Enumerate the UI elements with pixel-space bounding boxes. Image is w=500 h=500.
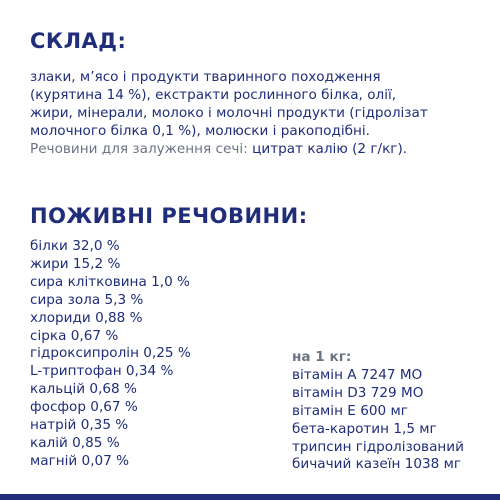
nutrient-item: магній 0,07 % xyxy=(30,452,130,469)
bottom-bar xyxy=(0,494,500,500)
vitamin-item: вітамін Е 600 мг xyxy=(292,402,408,419)
nutrient-item: L-триптофан 0,34 % xyxy=(30,363,174,380)
nutrient-item: хлориди 0,88 % xyxy=(30,309,143,326)
nutrient-item: білки 32,0 % xyxy=(30,238,120,254)
vitamin-item: вітамін D3 729 МО xyxy=(292,384,424,401)
composition-line-1: злаки, м’ясо і продукти тваринного походження xyxy=(30,69,381,85)
nutrient-item: фосфор 0,67 % xyxy=(30,399,138,416)
vitamin-item: трипсин гідролізований xyxy=(292,438,464,455)
per-kg-label: на 1 кг: xyxy=(292,349,352,365)
nutrient-item: сира зола 5,3 % xyxy=(30,291,144,308)
composition-line-3: жири, мінерали, молоко і молочні продукти (гідролізат xyxy=(30,105,428,121)
composition-line-2: (курятина 14 %), екстракти рослинного білка, олії, xyxy=(30,87,397,103)
vitamin-item: бичачий казеїн 1038 мг xyxy=(292,456,462,473)
vitamin-item: вітамін А 7247 МО xyxy=(292,366,423,383)
nutrients-heading: ПОЖИВНІ РЕЧОВИНИ: xyxy=(30,204,308,228)
additive-value: цитрат калію (2 г/кг). xyxy=(247,141,408,157)
nutrient-item: кальцій 0,68 % xyxy=(30,381,137,398)
vitamin-item: бета-каротин 1,5 мг xyxy=(292,420,437,437)
nutrient-item: сірка 0,67 % xyxy=(30,327,119,344)
nutrient-item: гідроксипролін 0,25 % xyxy=(30,345,191,362)
composition-heading: СКЛАД: xyxy=(30,29,127,53)
nutrient-item: жири 15,2 % xyxy=(30,255,121,272)
additive-label: Речовини для залуження сечі: xyxy=(30,141,248,157)
nutrient-item: натрій 0,35 % xyxy=(30,417,129,434)
vitamin-list xyxy=(292,349,464,474)
nutrient-item: калій 0,85 % xyxy=(30,434,120,451)
nutrient-item: сира клітковина 1,0 % xyxy=(30,273,190,290)
composition-text xyxy=(30,68,485,158)
nutrient-list xyxy=(30,238,191,471)
composition-line-4: молочного білка 0,1 %), молюски і ракоподібні. xyxy=(30,123,370,139)
